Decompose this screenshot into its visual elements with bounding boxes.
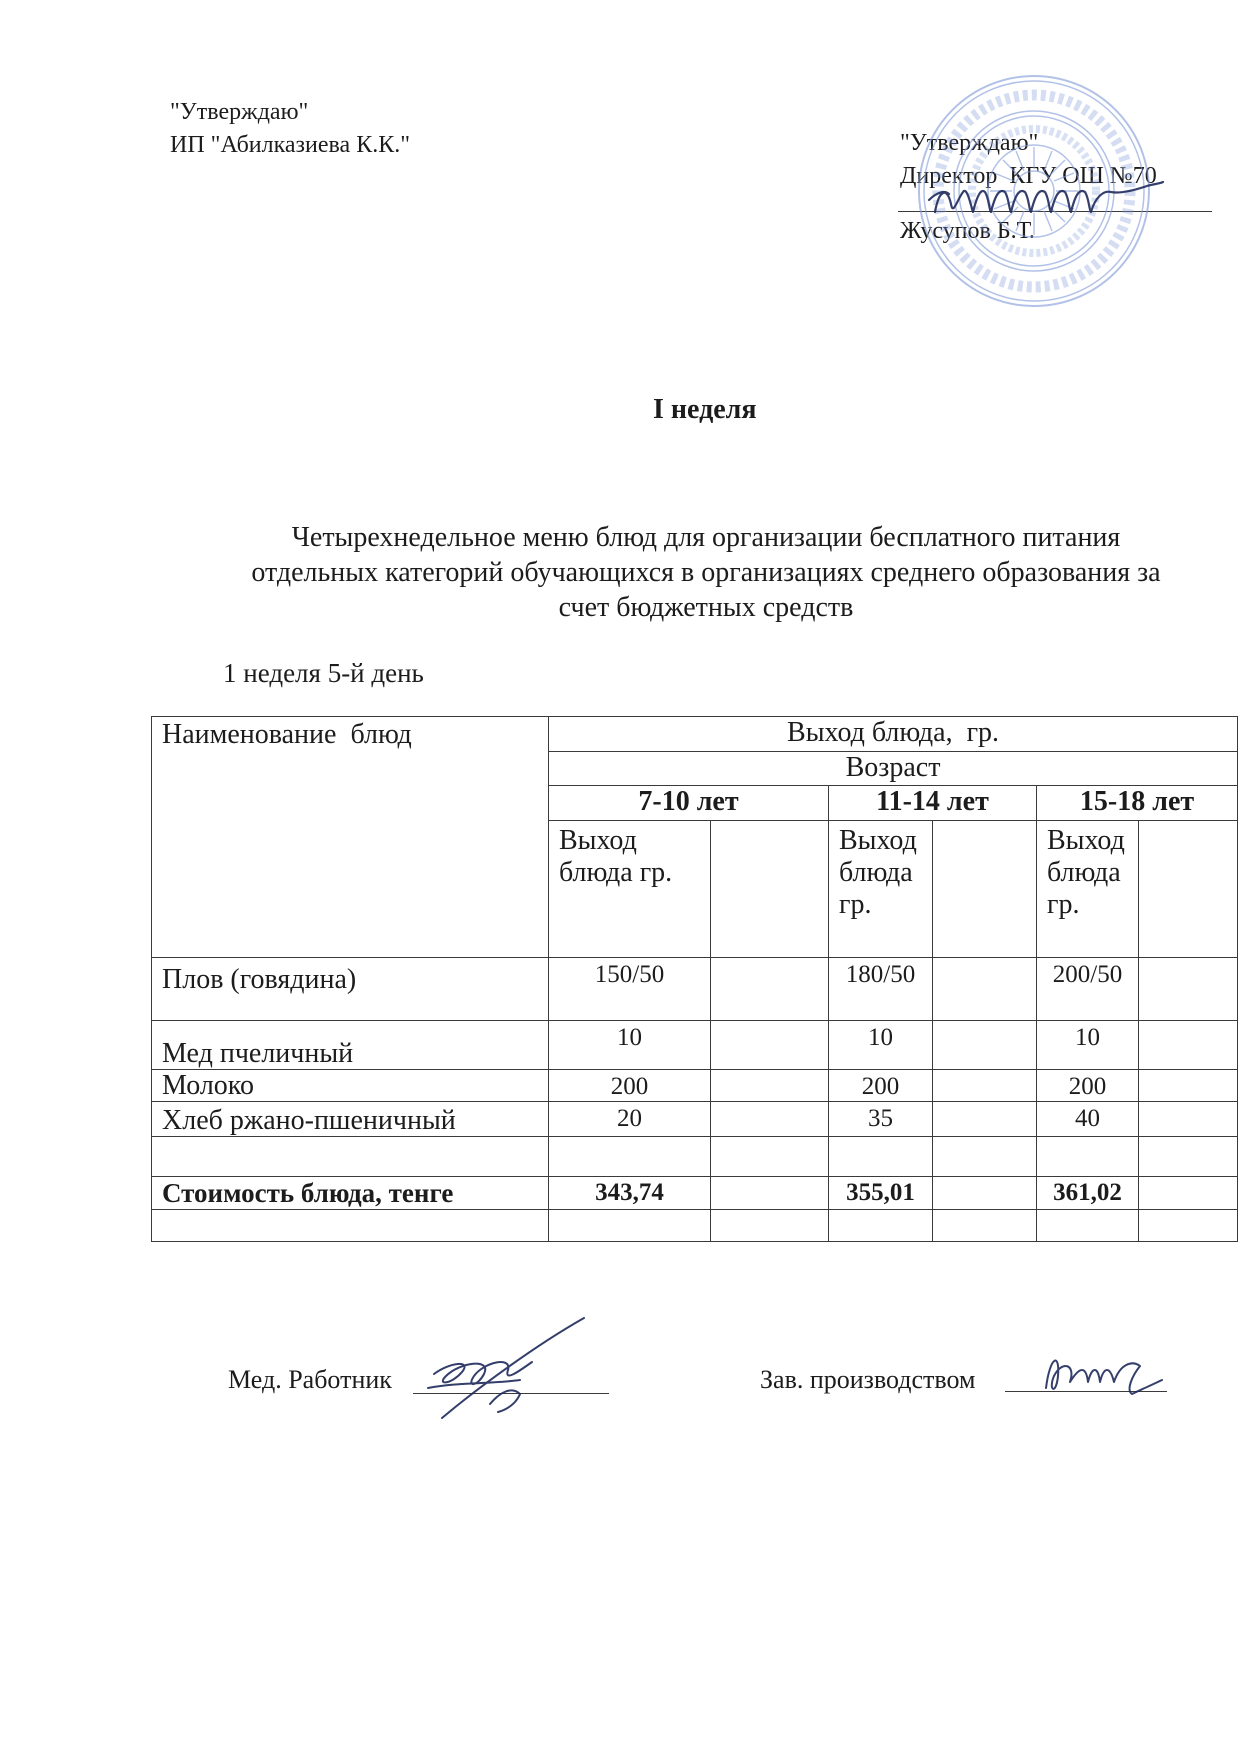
yield-value-15-18: 200 [1037, 1070, 1139, 1102]
yield-value-11-14: 35 [829, 1102, 933, 1137]
empty-cell [1139, 1102, 1238, 1137]
total-value-11-14: 355,01 [829, 1177, 933, 1210]
empty-cell [933, 1137, 1037, 1177]
empty-row [152, 1210, 1238, 1242]
age-group-15-18: 15-18 лет [1037, 786, 1238, 821]
table-row [152, 1070, 1238, 1102]
yield-value-15-18: 200/50 [1037, 958, 1139, 1021]
yield-value-7-10: 10 [549, 1021, 711, 1070]
yield-subheader-label: Выход блюда гр. [559, 825, 673, 888]
empty-row [152, 1137, 1238, 1177]
empty-cell [1139, 821, 1238, 958]
age-group-11-14: 11-14 лет [829, 786, 1037, 821]
empty-cell [829, 1137, 933, 1177]
total-value-15-18: 361,02 [1037, 1177, 1139, 1210]
medic-signature-label: Мед. Работник [228, 1365, 392, 1394]
empty-cell [711, 1070, 829, 1102]
title-line-3: счет бюджетных средств [558, 592, 854, 623]
approval-left-org: ИП "Абилказиева К.К." [170, 132, 411, 158]
empty-cell [549, 1137, 711, 1177]
table-row [152, 1021, 1238, 1070]
total-row [152, 1177, 1238, 1210]
total-label: Стоимость блюда, тенге [152, 1177, 549, 1210]
empty-cell [933, 1070, 1037, 1102]
empty-cell [711, 1021, 829, 1070]
empty-cell [829, 1210, 933, 1242]
empty-cell [1139, 1137, 1238, 1177]
yield-subheader-label: Выход блюда гр. [1047, 825, 1125, 920]
production-signature-label: Зав. производством [760, 1365, 976, 1394]
dish-name-cell: Молоко [152, 1070, 549, 1102]
empty-cell [1037, 1137, 1139, 1177]
total-value-7-10: 343,74 [549, 1177, 711, 1210]
title-line-2: отдельных категорий обучающихся в организациях среднего образования за [251, 557, 1161, 588]
yield-subheader-label: Выход блюда гр. [839, 825, 917, 920]
yield-value-7-10: 150/50 [549, 958, 711, 1021]
empty-cell [933, 1210, 1037, 1242]
medic-signature [420, 1312, 590, 1424]
empty-cell [711, 1210, 829, 1242]
menu-table [151, 716, 1238, 1242]
yield-value-15-18: 10 [1037, 1021, 1139, 1070]
empty-cell [152, 1210, 549, 1242]
empty-cell [1139, 1210, 1238, 1242]
empty-cell [933, 1177, 1037, 1210]
approval-left-heading: "Утверждаю" [170, 99, 309, 125]
empty-cell [1139, 1070, 1238, 1102]
age-group-7-10: 7-10 лет [549, 786, 829, 821]
yield-value-7-10: 200 [549, 1070, 711, 1102]
dish-name-cell: Мед пчеличный [152, 1021, 549, 1070]
empty-cell [933, 1102, 1037, 1137]
yield-header: Выход блюда, гр. [549, 717, 1238, 752]
yield-value-7-10: 20 [549, 1102, 711, 1137]
empty-cell [711, 1177, 829, 1210]
yield-value-11-14: 200 [829, 1070, 933, 1102]
empty-cell [1139, 1021, 1238, 1070]
table-header-row [152, 717, 1238, 752]
empty-cell [933, 958, 1037, 1021]
week-heading: I неделя [653, 394, 757, 425]
empty-cell [933, 1021, 1037, 1070]
yield-value-11-14: 10 [829, 1021, 933, 1070]
yield-value-15-18: 40 [1037, 1102, 1139, 1137]
age-header: Возраст [549, 752, 1238, 786]
approval-right-position: Директор КГУ ОШ №70 [900, 163, 1157, 189]
yield-value-11-14: 180/50 [829, 958, 933, 1021]
approval-right-heading: "Утверждаю" [900, 130, 1039, 156]
empty-cell [1139, 958, 1238, 1021]
yield-subheader-7-10 [549, 821, 711, 958]
table-row [152, 958, 1238, 1021]
yield-subheader-11-14 [829, 821, 933, 958]
table-row [152, 1102, 1238, 1137]
empty-cell [711, 1137, 829, 1177]
dish-name-cell: Хлеб ржано-пшеничный [152, 1102, 549, 1137]
empty-cell [152, 1137, 549, 1177]
empty-cell [711, 958, 829, 1021]
empty-cell [933, 821, 1037, 958]
dish-name-header: Наименование блюд [152, 717, 549, 958]
day-label: 1 неделя 5-й день [223, 658, 424, 688]
empty-cell [711, 821, 829, 958]
production-signature [1036, 1346, 1166, 1402]
empty-cell [1037, 1210, 1139, 1242]
director-signature [925, 178, 1165, 226]
empty-cell [549, 1210, 711, 1242]
empty-cell [1139, 1177, 1238, 1210]
title-line-1: Четырехнедельное меню блюд для организации бесплатного питания [291, 522, 1121, 553]
empty-cell [711, 1102, 829, 1137]
dish-name-cell: Плов (говядина) [152, 958, 549, 1021]
yield-subheader-15-18 [1037, 821, 1139, 958]
approval-right-name: Жусупов Б.Т. [900, 218, 1035, 244]
